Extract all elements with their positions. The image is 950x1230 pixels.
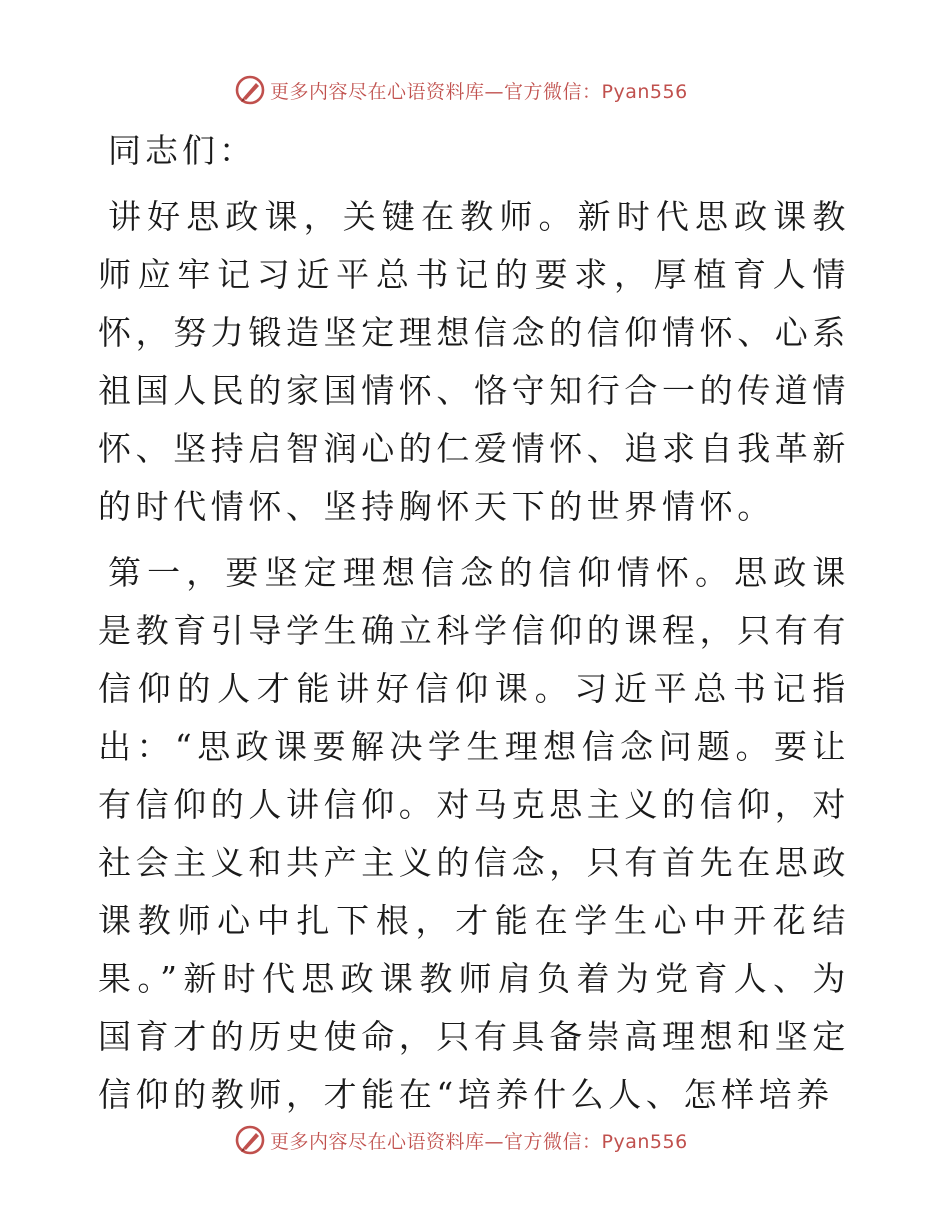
paragraph: 讲好思政课，关键在教师。新时代思政课教师应牢记习近平总书记的要求，厚植育人情怀，努力锻造坚定理想信念的信仰情怀、心系祖国人民的家国情怀、恪守知行合一的传道情怀、坚持启智润心的仁爱情怀、追求自我革新的时代情怀、坚持胸怀天下的世界情怀。 (98, 197, 850, 526)
header-watermark (234, 72, 688, 108)
pen-logo-icon (234, 74, 266, 106)
watermark-text: 更多内容尽在心语资料库—官方微信：Pyan556 (270, 80, 688, 103)
watermark-text: 更多内容尽在心语资料库—官方微信：Pyan556 (270, 1130, 688, 1153)
pen-logo-icon (234, 1124, 266, 1156)
salutation: 同志们： (108, 131, 256, 170)
document-body (98, 122, 850, 1132)
paragraph: 第一，要坚定理想信念的信仰情怀。思政课是教育引导学生确立科学信仰的课程，只有有信仰的人才能讲好信仰课。习近平总书记指出：“思政课要解决学生理想信念问题。要让有信仰的人讲信仰。对马克思主义的信仰，对社会主义和共产主义的信念，只有首先在思政课教师心中扎下根，才能在学生心中开花结果。”新时代思政课教师肩负着为党育人、为国育才的历史使命，只有具备崇高理想和坚定信仰的教师，才能在“培养什么人、怎样培养 (98, 553, 850, 1114)
footer-watermark (234, 1122, 688, 1158)
